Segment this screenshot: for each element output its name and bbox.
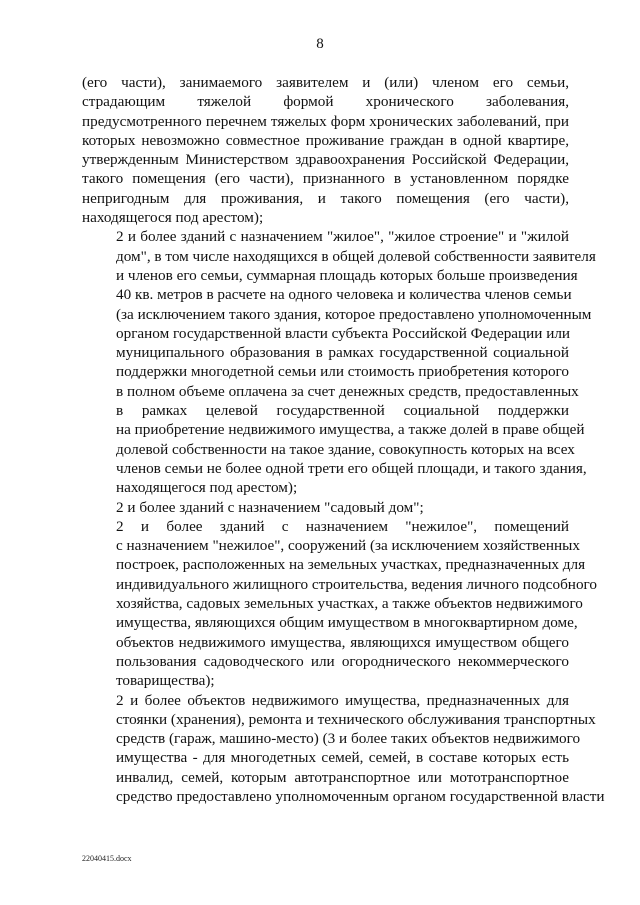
text-line: членов семьи не более одной трети его общей площади, и такого здания,	[116, 459, 587, 477]
text-line: 2 и более объектов недвижимого имущества, предназначенных для	[116, 691, 569, 709]
text-line: дом", в том числе находящихся в общей долевой собственности заявителя	[116, 247, 596, 265]
text-line: поддержки многодетной семьи или стоимость приобретения которого	[116, 363, 569, 381]
text-line: страдающим тяжелой формой хронического заболевания,	[82, 93, 569, 111]
text-line: на приобретение недвижимого имущества, а также долей в праве общей	[116, 421, 585, 439]
text-line: непригодным для проживания, и такого помещения (его части),	[82, 189, 569, 207]
text-line: предусмотренного перечнем тяжелых форм хронических заболеваний, при	[82, 112, 569, 130]
paragraph	[82, 73, 569, 227]
text-line: 40 кв. метров в расчете на одного человека и количества членов семьи	[116, 286, 572, 304]
document-body	[82, 73, 605, 806]
paragraph	[82, 517, 597, 691]
text-line: утвержденным Министерством здравоохранения Российской Федерации,	[82, 151, 569, 169]
text-line: средство предоставлено уполномоченным органом государственной власти	[116, 787, 605, 805]
text-line: долевой собственности на такое здание, совокупность которых на всех	[116, 440, 575, 458]
text-line: органом государственной власти субъекта Российской Федерации или	[116, 324, 571, 342]
text-line: пользования садоводческого или огороднического некоммерческого	[116, 652, 569, 670]
text-line: (за исключением такого здания, которое предоставлено уполномоченным	[116, 305, 592, 323]
text-line: построек, расположенных на земельных участках, предназначенных для	[116, 556, 586, 574]
text-line: 2 и более зданий с назначением "жилое", "жилое строение" и "жилой	[116, 228, 569, 246]
text-line: индивидуального жилищного строительства, ведения личного подсобного	[116, 575, 597, 593]
text-line: хозяйства, садовых земельных участках, а также объектов недвижимого	[116, 595, 583, 613]
paragraph	[82, 498, 569, 517]
text-line: 2 и более зданий с назначением "нежилое", помещений	[116, 517, 569, 535]
text-line: товарищества);	[116, 672, 215, 690]
text-line: с назначением "нежилое", сооружений (за исключением хозяйственных	[116, 537, 580, 555]
text-line: (его части), занимаемого заявителем и (или) членом его семьи,	[82, 74, 569, 91]
text-line: и членов его семьи, суммарная площадь которых больше произведения	[116, 266, 578, 284]
text-line: средств (гараж, машино-место) (3 и более таких объектов недвижимого	[116, 730, 581, 748]
text-line: 2 и более зданий с назначением "садовый дом";	[116, 498, 424, 516]
text-line: такого помещения (его части), признанного в установленном порядке	[82, 170, 569, 188]
text-line: находящегося под арестом);	[82, 209, 264, 227]
text-line: имущества - для многодетных семей, семей, в составе которых есть	[116, 749, 569, 767]
text-line: имущества, являющихся общим имуществом в многоквартирном доме,	[116, 614, 578, 632]
text-line: которых невозможно совместное проживание граждан в одной квартире,	[82, 131, 569, 149]
paragraph	[82, 691, 605, 807]
text-line: в полном объеме оплачена за счет денежных средств, предоставленных	[116, 382, 579, 400]
text-line: находящегося под арестом);	[116, 479, 298, 497]
text-line: стоянки (хранения), ремонта и технического обслуживания транспортных	[116, 710, 596, 728]
text-line: муниципального образования в рамках государственной социальной	[116, 344, 569, 362]
page-number: 8	[316, 36, 324, 52]
text-line: инвалид, семей, которым автотранспортное или мототранспортное	[116, 768, 569, 786]
text-line: в рамках целевой государственной социальной поддержки	[116, 402, 569, 420]
text-line: объектов недвижимого имущества, являющихся имуществом общего	[116, 633, 569, 651]
paragraph	[82, 227, 596, 497]
document-footer-filename: 22040415.docx	[82, 854, 132, 863]
